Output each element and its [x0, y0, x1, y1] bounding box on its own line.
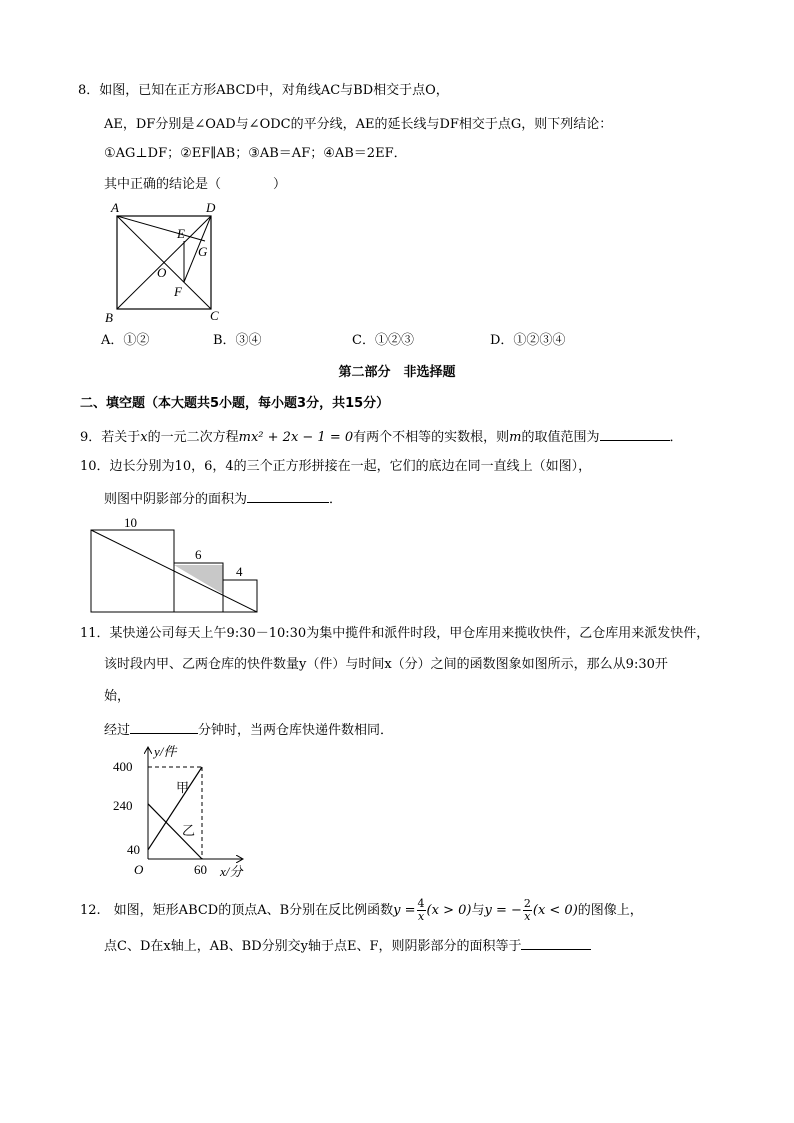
- series-label-yi: 乙: [182, 823, 196, 838]
- q12-line1: [80, 896, 643, 926]
- q8-square-figure: [100, 198, 230, 326]
- q8-option-a: A．①②: [101, 333, 150, 348]
- q10-label-10: 10: [124, 515, 137, 530]
- q11-line1: 11．某快递公司每天上午9:30－10:30为集中揽件和派件时段，甲仓库用来揽收快件，乙仓库用来派发快件，: [80, 626, 710, 641]
- q10-label-4: 4: [236, 564, 243, 579]
- q12-frac2-num: 2: [523, 897, 531, 910]
- q11-line4: [104, 719, 393, 740]
- q12-f2-lhs: y = −: [484, 903, 522, 918]
- q10-answer-blank[interactable]: [247, 488, 329, 503]
- q10-line2: [104, 488, 342, 509]
- q10-line1: 10．边长分别为10，6，4的三个正方形拼接在一起，它们的底边在同一直线上（如图），: [80, 459, 592, 474]
- q11-line4b: 分钟时，当两仓库快递件数相同．: [198, 723, 394, 738]
- y-tick-400: 400: [113, 759, 133, 774]
- q8-option-b: B．③④: [213, 333, 262, 348]
- q9-text: [80, 426, 683, 447]
- q9-var-x: x: [140, 430, 148, 445]
- label-C: C: [210, 308, 219, 323]
- q9-prefix: 9．若关于: [80, 430, 141, 445]
- q8-line3: ①AG⊥DF；②EF∥AB；③AB＝AF；④AB＝2EF．: [104, 146, 407, 161]
- q8-line1: 8．如图，已知在正方形ABCD中，对角线AC与BD相交于点O，: [78, 83, 449, 98]
- q10-squares-figure: [88, 514, 263, 616]
- label-F: F: [174, 284, 182, 299]
- section-2-title: 第二部分 非选择题: [338, 365, 456, 380]
- q9-mid: 的一元二次方程: [147, 430, 239, 445]
- q9-suffix: 有两个不相等的实数根，则: [353, 430, 510, 445]
- fill-blank-section-header: 二、填空题（本大题共5小题，每小题3分，共15分）: [80, 396, 390, 411]
- q9-end: ．: [669, 430, 683, 445]
- q12-line2: [104, 935, 591, 956]
- q10-line2-text: 则图中阴影部分的面积为: [104, 492, 248, 507]
- origin-label: O: [134, 862, 144, 877]
- q12-frac1-num: 4: [417, 897, 425, 910]
- q12-a: 12. 如图，矩形ABCD的顶点A、B分别在反比例函数: [80, 903, 394, 918]
- label-D: D: [206, 200, 216, 215]
- q8-option-c: C．①②③: [352, 333, 414, 348]
- q12-f2-cond: (x < 0): [532, 903, 578, 918]
- x-tick-60: 60: [194, 862, 207, 877]
- q12-frac1-den: x: [417, 910, 425, 923]
- q12-frac1: [417, 898, 426, 923]
- y-tick-240: 240: [113, 798, 133, 813]
- y-axis-label: y/件: [154, 744, 177, 759]
- q9-var-m: m: [509, 430, 522, 445]
- q11-graph: [110, 742, 260, 882]
- y-tick-40: 40: [127, 842, 140, 857]
- q12-f1-lhs: y =: [393, 903, 416, 918]
- q12-frac2: [523, 898, 532, 923]
- q9-answer-blank[interactable]: [600, 426, 670, 441]
- q12-frac2-den: x: [524, 910, 531, 923]
- label-G: G: [198, 244, 208, 259]
- q9-equation: mx² + 2x − 1 = 0: [238, 430, 354, 445]
- label-A: A: [111, 200, 119, 215]
- q12-f1-cond: (x > 0): [426, 903, 472, 918]
- q11-line3: 始，: [104, 689, 131, 704]
- q12-answer-blank[interactable]: [521, 935, 591, 950]
- q12-c: 的图像上，: [577, 903, 643, 918]
- q9-suffix2: 的取值范围为: [521, 430, 600, 445]
- q11-line2: 该时段内甲、乙两仓库的快件数量y（件）与时间x（分）之间的函数图象如图所示，那么从9:30开: [104, 657, 668, 672]
- q10-end: ．: [329, 492, 343, 507]
- q8-line2: AE，DF分别是∠OAD与∠ODC的平分线，AE的延长线与DF相交于点G，则下列结论：: [104, 117, 613, 132]
- label-E: E: [177, 226, 185, 241]
- q8-option-d: D．①②③④: [490, 333, 566, 348]
- label-O: O: [157, 265, 167, 280]
- q11-answer-blank[interactable]: [130, 719, 198, 734]
- x-axis-label: x/分: [220, 864, 243, 879]
- q12-b: 与: [471, 903, 485, 918]
- q12-line2-text: 点C、D在x轴上，AB、BD分别交y轴于点E、F，则阴影部分的面积等于: [104, 939, 522, 954]
- label-B: B: [105, 310, 113, 325]
- q8-line4: 其中正确的结论是（ ）: [104, 177, 287, 192]
- q11-line4a: 经过: [104, 723, 131, 738]
- q10-label-6: 6: [195, 547, 202, 562]
- series-label-jia: 甲: [176, 780, 190, 795]
